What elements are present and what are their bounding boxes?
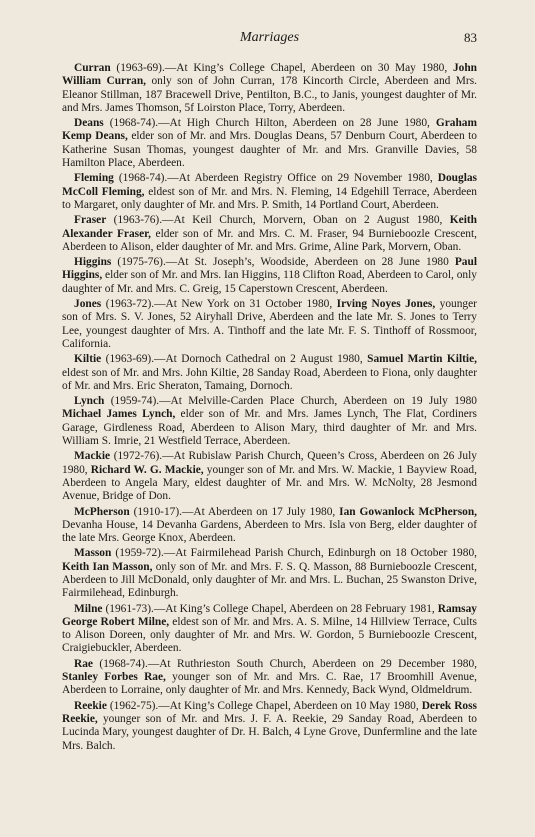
- entry-text: only son of Mr. and Mrs. F. S. Q. Masson, 88 Burnieboozle Crescent, Aberdeen to Jill McDonald, only daughter of Mr. and Mrs. L. Buchan, 25 Swanston Drive, Fairmilehead, Edinburgh.: [62, 560, 477, 600]
- marriage-entry-reekie: [62, 700, 477, 753]
- entry-groom-name: Stanley Forbes Rae,: [62, 671, 166, 684]
- entry-groom-name: Samuel Martin Kiltie,: [367, 353, 477, 366]
- entry-groom-name: Paul Higgins,: [62, 256, 477, 282]
- marriage-list: [62, 62, 477, 753]
- entry-text: (1959-74).—At Melville-Carden Place Church, Aberdeen on 19 July 1980: [104, 395, 477, 408]
- page-number: 83: [464, 30, 477, 45]
- entry-groom-name: Derek Ross Reekie,: [62, 699, 477, 725]
- entry-text: younger son of Mr. and Mrs. C. Rae, 17 Broomhill Avenue, Aberdeen to Lorraine, only daughter of Mr. and Mrs. Kennedy, Back Wynd, Oldmeldrum.: [62, 671, 477, 697]
- entry-groom-name: Graham Kemp Deans,: [62, 117, 477, 143]
- entry-groom-name: Richard W. G. Mackie,: [90, 463, 204, 476]
- entry-text: only son of John Curran, 178 Kincorth Circle, Aberdeen and Mrs. Eleanor Stillman, 187 Bracewell Drive, Pentilton, B.C., to Janis, youngest daughter of Mr. and Mrs. James Thomson, 5f Loirston Place, Torry, Aberdeen.: [62, 75, 477, 114]
- entry-text: eldest son of Mr. and Mrs. A. S. Milne, 14 Hillview Terrace, Cults to Alison Doreen, only daughter of Mr. and Mrs. W. Gordon, 5 Burnieboozle Crescent, Craigiebuckler, Aberdeen.: [62, 615, 477, 655]
- entry-text: (1972-76).—At Rubislaw Parish Church, Queen’s Cross, Aberdeen on 26 July 1980,: [62, 450, 477, 476]
- entry-text: elder son of Mr. and Mrs. C. M. Fraser, 94 Burnieboozle Crescent, Aberdeen to Alison, elder daughter of Mr. and Mrs. Grime, Aline Park, Morvern, Oban.: [62, 227, 477, 253]
- marriage-entry-fraser: [62, 214, 477, 254]
- entry-surname: Higgins: [74, 256, 112, 269]
- entry-text: (1963-72).—At New York on 31 October 1980,: [101, 298, 337, 311]
- entry-text: (1963-69).—At Dornoch Cathedral on 2 August 1980,: [101, 353, 368, 366]
- entry-text: Devanha House, 14 Devanha Gardens, Aberdeen to Mrs. Isla von Berg, elder daughter of the late Mrs. George Knox, Aberdeen.: [62, 518, 477, 545]
- entry-text: (1975-76).—At St. Joseph’s, Woodside, Aberdeen on 28 June 1980: [111, 256, 455, 269]
- entry-text: (1959-72).—At Fairmilehead Parish Church, Edinburgh on 18 October 1980,: [111, 547, 477, 560]
- marriage-entry-deans: [62, 117, 477, 170]
- marriage-entry-lynch: [62, 395, 477, 448]
- entry-surname: Lynch: [74, 395, 105, 408]
- marriage-entry-mcpherson: [62, 506, 477, 546]
- entry-groom-name: Douglas McColl Fleming,: [62, 172, 477, 198]
- entry-surname: Mackie: [74, 450, 111, 463]
- entry-text: (1968-74).—At High Church Hilton, Aberdeen on 28 June 1980,: [103, 117, 436, 130]
- entry-surname: Fleming: [74, 172, 114, 185]
- running-header: [62, 30, 477, 48]
- entry-text: (1968-74).—At Ruthrieston South Church, Aberdeen on 29 December 1980,: [92, 657, 477, 670]
- marriage-entry-mackie: [62, 450, 477, 503]
- marriage-entry-curran: [62, 62, 477, 115]
- marriage-entry-kiltie: [62, 353, 477, 393]
- entry-text: elder son of Mr. and Mrs. James Lynch, The Flat, Cordiners Garage, Girdleness Road, Aberdeen to Alison Mary, third daughter of Mr. and Mrs. William S. Imrie, 21 Westfield Terrace, Aberdeen.: [62, 408, 477, 448]
- entry-text: eldest son of Mr. and Mrs. N. Fleming, 14 Edgehill Terrace, Aberdeen to Margaret, only daughter of Mr. and Mrs. P. Smith, 14 Portland Court, Aberdeen.: [62, 185, 477, 211]
- entry-text: younger son of Mr. and Mrs. J. F. A. Reekie, 29 Sanday Road, Aberdeen to Lucinda Mary, youngest daughter of Dr. H. Balch, 4 Lyne Grove, Dunfermline and the late Mrs. Balch.: [62, 712, 477, 752]
- entry-surname: Curran: [74, 62, 111, 74]
- entry-groom-name: Keith Alexander Fraser,: [62, 214, 477, 240]
- entry-text: younger son of Mrs. S. V. Jones, 52 Airyhall Drive, Aberdeen and the late Mr. S. Jones to Terry Lee, youngest daughter of Mrs. A. Tinthoff and the late Mr. F. S. Tinthoff of Rossmoor, California.: [62, 298, 477, 350]
- marriage-entry-fleming: [62, 172, 477, 212]
- entry-text: (1962-75).—At King’s College Chapel, Aberdeen on 10 May 1980,: [106, 699, 422, 712]
- entry-surname: Masson: [74, 547, 112, 560]
- entry-surname: Milne: [74, 602, 103, 615]
- marriage-entry-rae: [62, 658, 477, 698]
- entry-groom-name: Irving Noyes Jones,: [336, 298, 436, 311]
- entry-surname: Kiltie: [74, 353, 102, 366]
- marriage-entry-milne: [62, 603, 477, 656]
- entry-groom-name: Ramsay George Robert Milne,: [62, 602, 477, 628]
- entry-surname: Rae: [74, 657, 93, 670]
- marriage-entry-higgins: [62, 256, 477, 296]
- entry-groom-name: Michael James Lynch,: [62, 408, 176, 421]
- entry-text: eldest son of Mr. and Mrs. John Kiltie, 28 Sanday Road, Aberdeen to Fiona, only daughter of Mr. and Mrs. Eric Sheraton, Tamaing, Dornoch.: [62, 366, 477, 392]
- entry-text: (1961-73).—At King’s College Chapel, Aberdeen on 28 February 1981,: [102, 602, 438, 615]
- entry-text: (1963-76).—At Keil Church, Morvern, Oban on 2 August 1980,: [106, 214, 450, 227]
- entry-groom-name: Ian Gowanlock McPherson,: [339, 505, 478, 518]
- page-title: Marriages: [239, 30, 300, 45]
- entry-text: elder son of Mr. and Mrs. Ian Higgins, 118 Clifton Road, Aberdeen to Carol, only daughter of Mr. and Mrs. C. Greig, 15 Caperstown Crescent, Aberdeen.: [62, 269, 477, 295]
- entry-groom-name: John William Curran,: [62, 62, 477, 88]
- entry-text: younger son of Mr. and Mrs. W. Mackie, 1 Bayview Road, Aberdeen to Angela Mary, eldest daughter of Mr. and Mrs. W. McNolty, 28 Jesmond Avenue, Bridge of Don.: [62, 463, 477, 503]
- entry-surname: Jones: [74, 298, 102, 311]
- entry-text: (1910-17).—At Aberdeen on 17 July 1980,: [129, 505, 340, 518]
- entry-surname: McPherson: [74, 505, 130, 518]
- marriage-entry-jones: [62, 298, 477, 351]
- entry-text: elder son of Mr. and Mrs. Douglas Deans, 57 Denburn Court, Aberdeen to Katherine Susan Thomas, youngest daughter of Mr. and Mrs. Granville Davies, 58 Hamilton Place, Aberdeen.: [62, 130, 477, 170]
- entry-surname: Fraser: [74, 214, 107, 227]
- entry-surname: Deans: [74, 117, 104, 130]
- entry-surname: Reekie: [74, 699, 107, 712]
- marriage-entry-masson: [62, 547, 477, 600]
- entry-groom-name: Keith Ian Masson,: [62, 560, 153, 573]
- entry-text: (1968-74).—At Aberdeen Registry Office on 29 November 1980,: [113, 172, 438, 185]
- entry-text: (1963-69).—At King’s College Chapel, Aberdeen on 30 May 1980,: [110, 62, 453, 74]
